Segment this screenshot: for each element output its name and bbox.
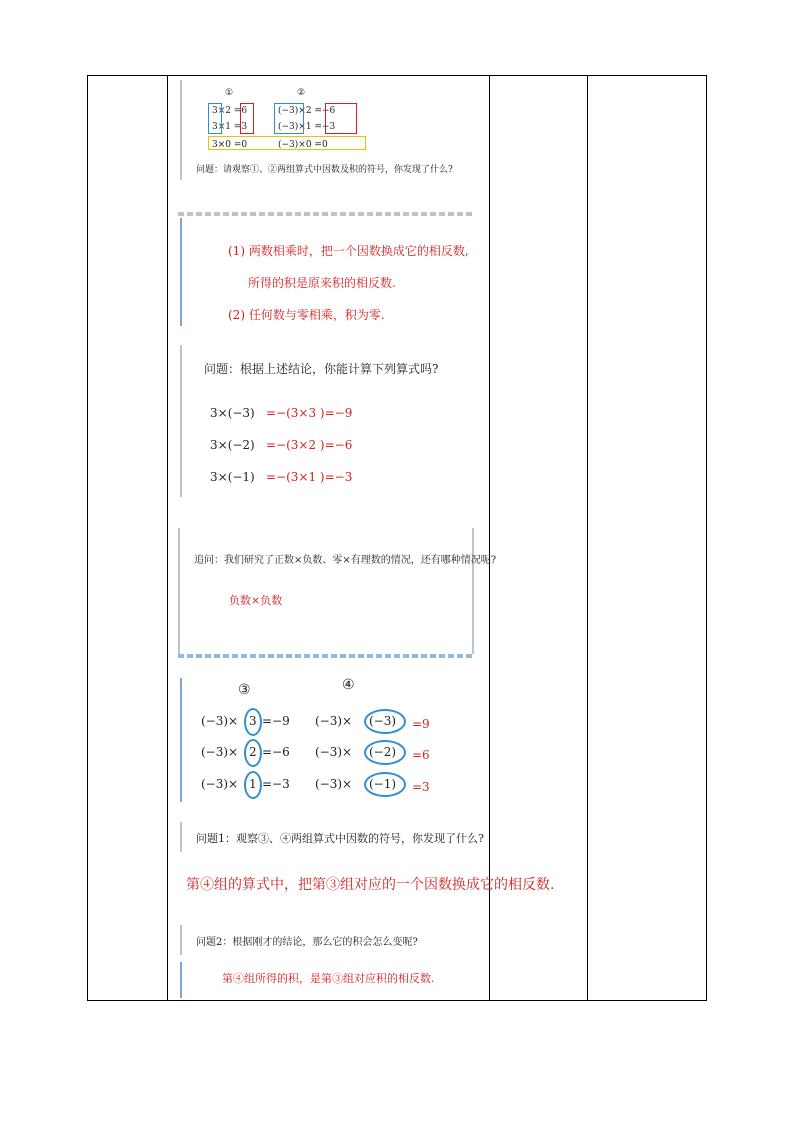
- equation-prefix: (−3)×: [201, 714, 239, 728]
- equation-result: =6: [412, 748, 430, 762]
- highlight-box: [325, 103, 357, 134]
- equation-factor: (−3): [369, 714, 397, 728]
- highlight-box: [208, 103, 222, 134]
- equation-prefix: (−3)×: [315, 714, 353, 728]
- label-circle-1: ①: [225, 88, 234, 98]
- question-text: 问题2：根据刚才的结论，那么它的积会怎么变呢?: [196, 937, 418, 948]
- highlight-box: [240, 103, 254, 134]
- equation-prefix: (−3)×: [315, 745, 353, 759]
- equation: 3×(−2): [210, 438, 255, 452]
- equation-factor: 2: [249, 745, 257, 759]
- label-circle-4: ④: [342, 677, 355, 693]
- question-text: 追问：我们研究了正数×负数、零×有理数的情况，还有哪种情况呢?: [194, 555, 497, 566]
- equation-prefix: (−3)×: [201, 745, 239, 759]
- factor-oval: [364, 740, 406, 765]
- label-circle-3: ③: [238, 682, 251, 698]
- equation-result: =9: [412, 717, 430, 731]
- question-text: 问题：请观察①、②两组算式中因数及积的符号，你发现了什么?: [196, 165, 453, 175]
- equation: (−3)×1 =−3: [278, 122, 336, 132]
- rule-line-2: 所得的积是原来积的相反数.: [248, 276, 396, 290]
- equation: 3×2 =6: [212, 106, 248, 116]
- factor-oval: [364, 709, 406, 734]
- highlight-box: [274, 103, 304, 134]
- equation: 3×(−1): [210, 470, 255, 484]
- factor-oval: [364, 772, 406, 797]
- equation-result: =3: [412, 780, 430, 794]
- equation: (−3)×2 =−6: [278, 106, 336, 116]
- equation-result: =−3: [262, 777, 290, 791]
- equation-answer: =−(3×1 )=−3: [266, 470, 353, 484]
- equation-result: =−9: [262, 714, 290, 728]
- equation-answer: =−(3×2 )=−6: [266, 438, 353, 452]
- highlight-box: [208, 136, 366, 150]
- equation-prefix: (−3)×: [201, 777, 239, 791]
- equation: (−3)×0 =0: [278, 140, 328, 150]
- rule-line-1: (1) 两数相乘时，把一个因数换成它的相反数,: [228, 244, 469, 258]
- answer-text: 第④组的算式中，把第③组对应的一个因数换成它的相反数.: [186, 877, 555, 893]
- equation-prefix: (−3)×: [315, 777, 353, 791]
- column-divider: [489, 76, 490, 1000]
- answer-text: 第④组所得的积，是第③组对应积的相反数.: [222, 972, 435, 985]
- label-circle-2: ②: [297, 88, 306, 98]
- equation-factor: (−2): [369, 745, 397, 759]
- factor-oval: [244, 708, 262, 736]
- equation: 3×(−3): [210, 406, 255, 420]
- equation-factor: 3: [249, 714, 257, 728]
- question-text: 问题1：观察③、④两组算式中因数的符号，你发现了什么?: [196, 832, 484, 845]
- rule-line-3: (2) 任何数与零相乘，积为零.: [228, 308, 385, 322]
- factor-oval: [244, 771, 262, 799]
- column-divider: [167, 76, 168, 1000]
- answer-text: 负数×负数: [229, 594, 283, 607]
- equation-factor: 1: [249, 777, 257, 791]
- factor-oval: [244, 739, 262, 767]
- equation-result: =−6: [262, 745, 290, 759]
- equation: 3×1 =3: [212, 122, 248, 132]
- question-text: 问题：根据上述结论，你能计算下列算式吗?: [204, 362, 439, 376]
- equation-answer: =−(3×3 )=−9: [266, 406, 353, 420]
- column-divider: [587, 76, 588, 1000]
- equation: 3×0 =0: [212, 140, 248, 150]
- equation-factor: (−1): [369, 777, 397, 791]
